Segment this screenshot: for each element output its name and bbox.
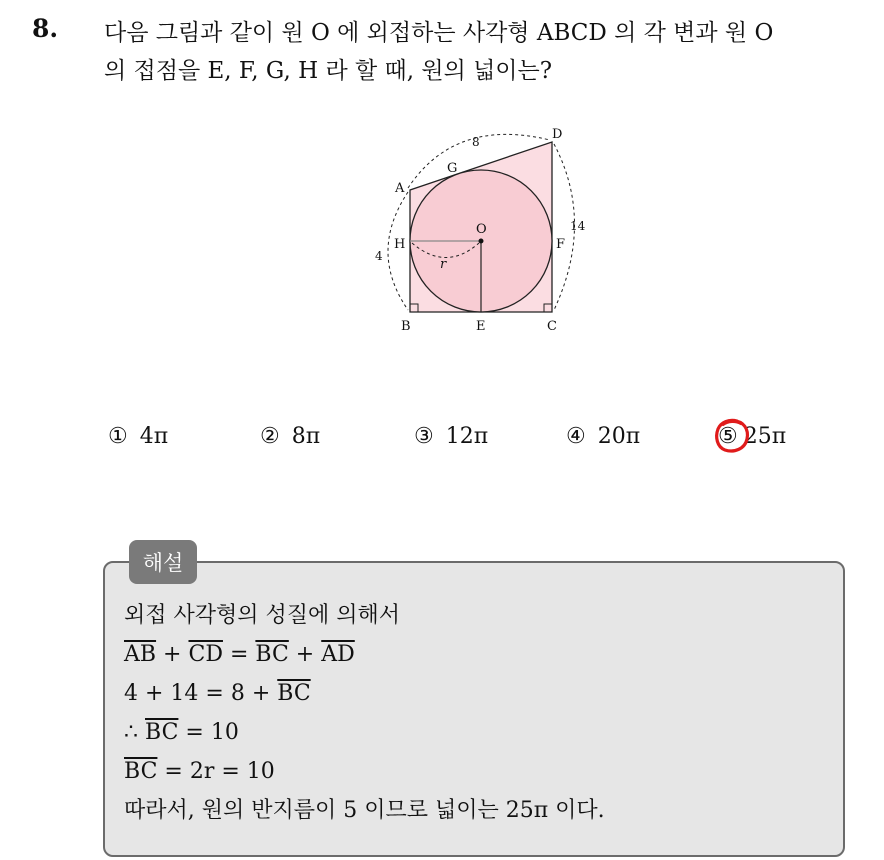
segment-bc: $\overline{BC}$: [255, 642, 289, 667]
answer-choices: [108, 424, 848, 460]
label-o: O: [476, 222, 487, 237]
question-line-1: 다음 그림과 같이 원 O 에 외접하는 사각형 ABCD 의 각 변과 원 O: [104, 20, 774, 46]
label-len-top: 8: [472, 135, 480, 149]
label-c: C: [547, 319, 557, 334]
solution-badge: 해설: [129, 540, 197, 584]
choice-1-number: ①: [108, 424, 128, 449]
label-h: H: [394, 237, 406, 252]
solution-line-6: 따라서, 원의 반지름이 5 이므로 넓이는 25π 이다.: [124, 798, 605, 823]
solution-line-3: [124, 674, 605, 713]
label-b: B: [401, 319, 411, 334]
plus-sign: +: [288, 642, 322, 667]
label-r: r: [440, 257, 447, 272]
segment-ad: $\overline{AD}$: [321, 642, 355, 667]
center-o-dot: [479, 239, 484, 244]
equation-text: 4 + 14 = 8 +: [124, 681, 278, 706]
solution-line-2: [124, 635, 605, 674]
solution-line-5: [124, 752, 605, 791]
choice-5-number: ⑤: [718, 424, 738, 449]
plus-sign: +: [156, 642, 189, 667]
question-number: 8.: [32, 14, 59, 43]
segment-bc: $\overline{BC}$: [145, 720, 179, 745]
question-text: [104, 14, 874, 90]
label-a: A: [395, 181, 405, 196]
segment-bc: $\overline{BC}$: [124, 759, 158, 784]
choice-1[interactable]: [108, 424, 168, 449]
label-f: F: [556, 237, 566, 252]
equals-sign: =: [222, 642, 256, 667]
choice-2-value: 8π: [291, 424, 321, 449]
choice-3[interactable]: [414, 424, 488, 449]
choice-4-number: ④: [566, 424, 586, 449]
equation-text: = 2r = 10: [157, 759, 275, 784]
choice-5[interactable]: [718, 424, 786, 449]
choice-2[interactable]: [260, 424, 320, 449]
solution-content: [124, 596, 605, 830]
equation-text: = 10: [178, 720, 239, 745]
choice-4-value: 20π: [597, 424, 641, 449]
label-len-right: 14: [570, 219, 586, 233]
segment-bc: $\overline{BC}$: [277, 681, 311, 706]
question-line-2: 의 접점을 E, F, G, H 라 할 때, 원의 넓이는?: [104, 58, 553, 84]
segment-cd: $\overline{CD}$: [188, 642, 223, 667]
label-g: G: [447, 161, 458, 176]
choice-3-number: ③: [414, 424, 434, 449]
choice-5-value: 25π: [743, 424, 787, 449]
choice-4[interactable]: [566, 424, 640, 449]
choice-1-value: 4π: [139, 424, 169, 449]
segment-ab: $\overline{AB}$: [124, 642, 157, 667]
label-len-left: 4: [375, 249, 383, 263]
label-e: E: [476, 319, 486, 334]
choice-2-number: ②: [260, 424, 280, 449]
therefore-symbol: ∴: [124, 720, 145, 745]
choice-3-value: 12π: [445, 424, 489, 449]
label-d: D: [552, 127, 563, 142]
solution-line-4: [124, 713, 605, 752]
quadrilateral-circle-figure: [360, 122, 600, 340]
solution-line-1: 외접 사각형의 성질에 의해서: [124, 603, 401, 628]
